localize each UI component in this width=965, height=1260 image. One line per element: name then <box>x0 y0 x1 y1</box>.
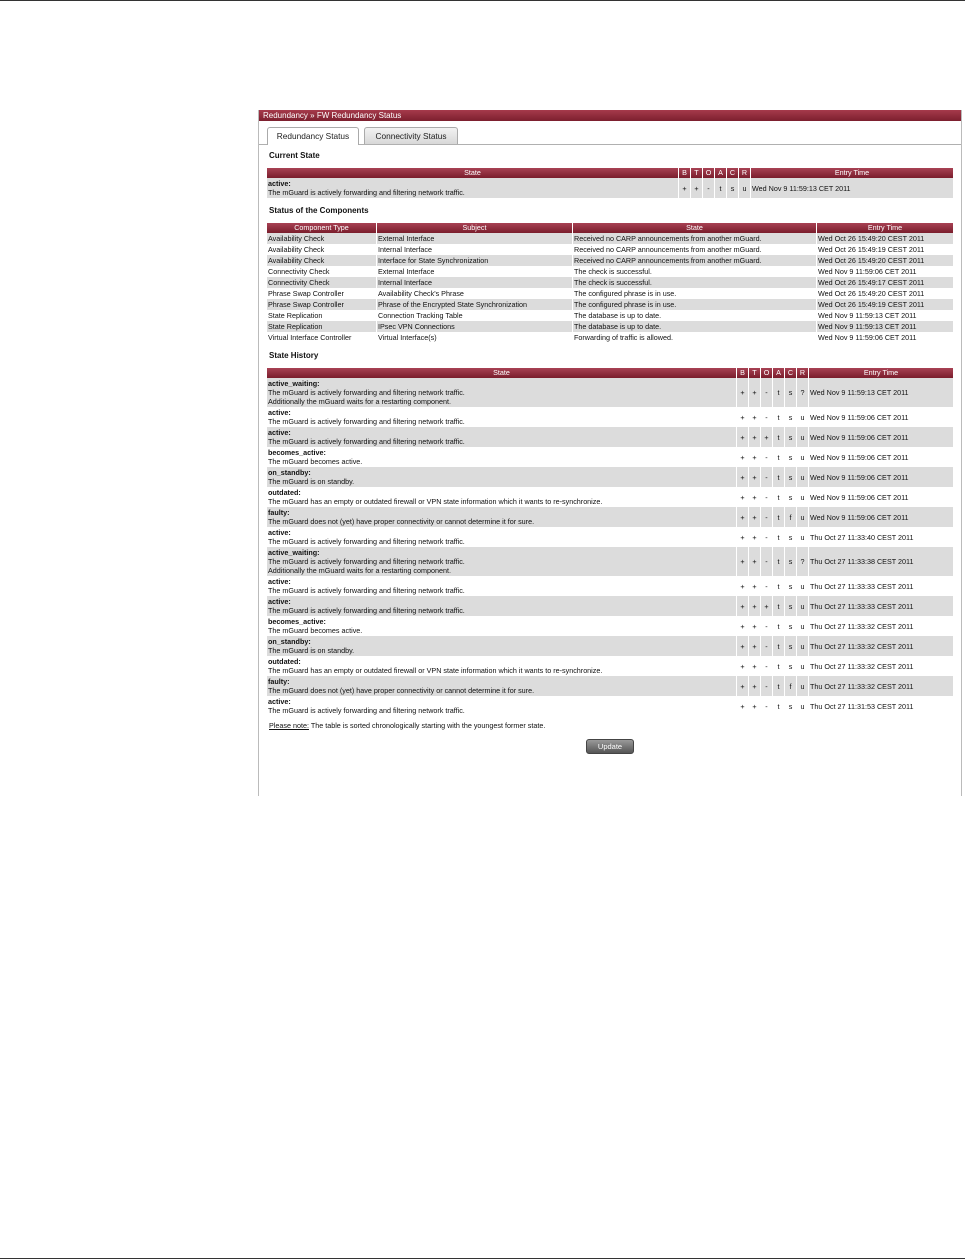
flag-r: u <box>739 178 750 198</box>
history-flag-b: + <box>737 378 748 407</box>
history-flag-t: + <box>749 507 760 527</box>
current-state-row <box>267 178 953 198</box>
page-top-rule <box>0 0 965 1</box>
history-state-cell <box>267 656 736 676</box>
component-subject: Internal Interface <box>377 244 572 255</box>
component-entry-time: Wed Nov 9 11:59:13 CET 2011 <box>817 310 953 321</box>
redundancy-status-panel <box>258 110 962 796</box>
history-flag-a: t <box>773 487 784 507</box>
header-state: State <box>573 223 816 233</box>
history-row <box>267 576 953 596</box>
component-subject: Phrase of the Encrypted State Synchronization <box>377 299 572 310</box>
header-t: T <box>749 368 760 378</box>
state-history-header <box>267 368 953 378</box>
history-flag-t: + <box>749 636 760 656</box>
component-entry-time: Wed Oct 26 15:49:17 CEST 2011 <box>817 277 953 288</box>
history-flag-t: + <box>749 616 760 636</box>
history-flag-t: + <box>749 576 760 596</box>
history-flag-c: s <box>785 547 796 576</box>
history-flag-r: ? <box>797 547 808 576</box>
history-state-description: Additionally the mGuard waits for a restarting component. <box>268 566 451 575</box>
component-state: The check is successful. <box>573 277 816 288</box>
history-entry-time: Wed Nov 9 11:59:06 CET 2011 <box>809 447 953 467</box>
history-flag-o: - <box>761 676 772 696</box>
header-r: R <box>739 168 750 178</box>
current-state-table <box>266 168 954 198</box>
history-state-cell <box>267 676 736 696</box>
history-flag-r: u <box>797 407 808 427</box>
history-entry-time: Wed Nov 9 11:59:06 CET 2011 <box>809 507 953 527</box>
history-flag-a: t <box>773 378 784 407</box>
history-flag-a: t <box>773 527 784 547</box>
current-state-header <box>267 168 953 178</box>
history-flag-o: - <box>761 527 772 547</box>
history-state-name: on_standby: <box>268 637 311 646</box>
tab-redundancy-status[interactable]: Redundancy Status <box>267 127 359 145</box>
history-state-description: The mGuard is actively forwarding and filtering network traffic. <box>268 606 465 615</box>
component-entry-time: Wed Oct 26 15:49:19 CEST 2011 <box>817 299 953 310</box>
history-state-cell <box>267 696 736 716</box>
history-row <box>267 616 953 636</box>
history-state-cell <box>267 378 736 407</box>
header-entry-time: Entry Time <box>817 223 953 233</box>
history-entry-time: Thu Oct 27 11:33:33 CEST 2011 <box>809 576 953 596</box>
header-b: B <box>737 368 748 378</box>
component-entry-time: Wed Oct 26 15:49:19 CEST 2011 <box>817 244 953 255</box>
history-flag-r: u <box>797 676 808 696</box>
component-type: Availability Check <box>267 255 376 266</box>
header-b: B <box>679 168 690 178</box>
history-flag-b: + <box>737 447 748 467</box>
history-entry-time: Wed Nov 9 11:59:13 CET 2011 <box>809 378 953 407</box>
history-state-cell <box>267 527 736 547</box>
history-row <box>267 636 953 656</box>
history-row <box>267 467 953 487</box>
history-state-name: faulty: <box>268 508 290 517</box>
history-flag-o: - <box>761 576 772 596</box>
history-flag-t: + <box>749 527 760 547</box>
history-flag-c: s <box>785 696 796 716</box>
header-subject: Subject <box>377 223 572 233</box>
history-entry-time: Wed Nov 9 11:59:06 CET 2011 <box>809 467 953 487</box>
history-state-name: becomes_active: <box>268 448 326 457</box>
history-flag-t: + <box>749 696 760 716</box>
component-state: Received no CARP announcements from another mGuard. <box>573 244 816 255</box>
flag-o: - <box>703 178 714 198</box>
history-flag-o: - <box>761 696 772 716</box>
header-a: A <box>715 168 726 178</box>
component-type: Connectivity Check <box>267 266 376 277</box>
history-flag-b: + <box>737 407 748 427</box>
history-flag-t: + <box>749 447 760 467</box>
component-type: State Replication <box>267 321 376 332</box>
history-state-description: The mGuard is actively forwarding and filtering network traffic. <box>268 437 465 446</box>
component-subject: External Interface <box>377 233 572 244</box>
history-flag-c: f <box>785 676 796 696</box>
history-flag-r: u <box>797 576 808 596</box>
history-row <box>267 696 953 716</box>
history-flag-b: + <box>737 616 748 636</box>
history-flag-r: u <box>797 507 808 527</box>
history-flag-a: t <box>773 696 784 716</box>
header-c: C <box>727 168 738 178</box>
history-state-cell <box>267 507 736 527</box>
history-flag-b: + <box>737 596 748 616</box>
current-state-cell <box>267 178 678 198</box>
history-state-cell <box>267 636 736 656</box>
history-flag-r: u <box>797 487 808 507</box>
history-row <box>267 547 953 576</box>
history-flag-b: + <box>737 547 748 576</box>
history-entry-time: Thu Oct 27 11:33:32 CEST 2011 <box>809 636 953 656</box>
component-state: The database is up to date. <box>573 321 816 332</box>
history-flag-t: + <box>749 487 760 507</box>
header-c: C <box>785 368 796 378</box>
history-flag-a: t <box>773 596 784 616</box>
history-state-description: The mGuard becomes active. <box>268 626 363 635</box>
history-flag-a: t <box>773 656 784 676</box>
history-flag-c: s <box>785 407 796 427</box>
component-subject: Interface for State Synchronization <box>377 255 572 266</box>
history-flag-b: + <box>737 427 748 447</box>
history-flag-a: t <box>773 467 784 487</box>
history-flag-r: u <box>797 616 808 636</box>
current-state-description: The mGuard is actively forwarding and filtering network traffic. <box>268 188 465 197</box>
history-state-description: The mGuard is actively forwarding and filtering network traffic. <box>268 537 465 546</box>
history-state-name: on_standby: <box>268 468 311 477</box>
history-entry-time: Thu Oct 27 11:33:32 CEST 2011 <box>809 656 953 676</box>
component-row <box>267 332 953 343</box>
current-state-name: active: <box>268 179 291 188</box>
component-state: The configured phrase is in use. <box>573 288 816 299</box>
history-state-description: The mGuard has an empty or outdated firewall or VPN state information which it wants to re-synchronize. <box>268 497 603 506</box>
header-t: T <box>691 168 702 178</box>
component-entry-time: Wed Oct 26 15:49:20 CEST 2011 <box>817 255 953 266</box>
component-type: Availability Check <box>267 244 376 255</box>
history-flag-r: u <box>797 447 808 467</box>
header-r: R <box>797 368 808 378</box>
flag-c: s <box>727 178 738 198</box>
history-state-cell <box>267 616 736 636</box>
component-type: Connectivity Check <box>267 277 376 288</box>
history-state-name: active: <box>268 408 291 417</box>
component-state: The check is successful. <box>573 266 816 277</box>
history-state-cell <box>267 576 736 596</box>
component-subject: External Interface <box>377 266 572 277</box>
history-flag-b: + <box>737 676 748 696</box>
history-entry-time: Thu Oct 27 11:33:33 CEST 2011 <box>809 596 953 616</box>
tab-connectivity-status[interactable]: Connectivity Status <box>364 127 458 144</box>
history-flag-a: t <box>773 507 784 527</box>
state-history-table <box>266 368 954 716</box>
history-state-description: The mGuard has an empty or outdated firewall or VPN state information which it wants to re-synchronize. <box>268 666 603 675</box>
history-state-cell <box>267 447 736 467</box>
history-state-name: becomes_active: <box>268 617 326 626</box>
components-header <box>267 223 953 233</box>
update-button[interactable]: Update <box>586 739 634 754</box>
history-state-name: active: <box>268 597 291 606</box>
component-type: Phrase Swap Controller <box>267 299 376 310</box>
history-flag-o: - <box>761 407 772 427</box>
state-history-body <box>267 378 953 716</box>
component-subject: Connection Tracking Table <box>377 310 572 321</box>
history-row <box>267 447 953 467</box>
history-flag-t: + <box>749 676 760 696</box>
header-component-type: Component Type <box>267 223 376 233</box>
history-flag-c: s <box>785 487 796 507</box>
components-body <box>267 233 953 343</box>
history-row <box>267 656 953 676</box>
history-state-description: The mGuard is actively forwarding and filtering network traffic. <box>268 417 465 426</box>
history-entry-time: Thu Oct 27 11:31:53 CEST 2011 <box>809 696 953 716</box>
history-flag-t: + <box>749 656 760 676</box>
history-flag-c: s <box>785 616 796 636</box>
history-state-name: active_waiting: <box>268 548 320 557</box>
current-state-title: Current State <box>269 151 320 160</box>
history-flag-c: s <box>785 467 796 487</box>
history-flag-a: t <box>773 407 784 427</box>
component-entry-time: Wed Oct 26 15:49:20 CEST 2011 <box>817 233 953 244</box>
component-entry-time: Wed Oct 26 15:49:20 CEST 2011 <box>817 288 953 299</box>
history-state-cell <box>267 547 736 576</box>
history-flag-t: + <box>749 427 760 447</box>
history-flag-a: t <box>773 616 784 636</box>
update-button-wrap <box>266 736 954 754</box>
history-entry-time: Thu Oct 27 11:33:32 CEST 2011 <box>809 616 953 636</box>
history-entry-time: Thu Oct 27 11:33:38 CEST 2011 <box>809 547 953 576</box>
history-state-name: active: <box>268 577 291 586</box>
history-state-cell <box>267 596 736 616</box>
history-state-cell <box>267 407 736 427</box>
component-entry-time: Wed Nov 9 11:59:13 CET 2011 <box>817 321 953 332</box>
history-state-cell <box>267 467 736 487</box>
history-flag-c: s <box>785 576 796 596</box>
history-state-name: active: <box>268 697 291 706</box>
history-state-description: The mGuard is actively forwarding and filtering network traffic. <box>268 388 465 397</box>
history-state-name: outdated: <box>268 488 301 497</box>
history-flag-o: - <box>761 547 772 576</box>
history-flag-r: u <box>797 527 808 547</box>
page-bottom-rule <box>0 1258 965 1259</box>
history-flag-b: + <box>737 656 748 676</box>
history-flag-a: t <box>773 547 784 576</box>
current-entry-time: Wed Nov 9 11:59:13 CET 2011 <box>751 178 953 198</box>
history-flag-o: - <box>761 467 772 487</box>
history-flag-c: s <box>785 427 796 447</box>
history-flag-b: + <box>737 576 748 596</box>
history-flag-t: + <box>749 407 760 427</box>
component-row <box>267 288 953 299</box>
component-row <box>267 299 953 310</box>
history-flag-r: ? <box>797 378 808 407</box>
history-flag-t: + <box>749 378 760 407</box>
history-flag-a: t <box>773 576 784 596</box>
history-entry-time: Wed Nov 9 11:59:06 CET 2011 <box>809 487 953 507</box>
history-state-description: The mGuard becomes active. <box>268 457 363 466</box>
component-type: Phrase Swap Controller <box>267 288 376 299</box>
header-o: O <box>761 368 772 378</box>
history-flag-o: + <box>761 596 772 616</box>
history-flag-b: + <box>737 527 748 547</box>
history-flag-o: + <box>761 427 772 447</box>
history-flag-o: - <box>761 507 772 527</box>
note-label: Please note: <box>269 721 309 730</box>
component-row <box>267 266 953 277</box>
history-flag-r: u <box>797 427 808 447</box>
history-flag-o: - <box>761 616 772 636</box>
component-row <box>267 310 953 321</box>
history-row <box>267 407 953 427</box>
history-state-name: faulty: <box>268 677 290 686</box>
component-subject: IPsec VPN Connections <box>377 321 572 332</box>
history-flag-o: - <box>761 378 772 407</box>
component-row <box>267 244 953 255</box>
history-row <box>267 527 953 547</box>
breadcrumb: Redundancy » FW Redundancy Status <box>259 110 961 121</box>
header-entry-time: Entry Time <box>751 168 953 178</box>
note-text: The table is sorted chronologically starting with the youngest former state. <box>308 721 546 730</box>
history-state-name: active: <box>268 428 291 437</box>
history-state-description: Additionally the mGuard waits for a restarting component. <box>268 397 451 406</box>
header-state: State <box>267 168 678 178</box>
history-flag-a: t <box>773 427 784 447</box>
component-entry-time: Wed Nov 9 11:59:06 CET 2011 <box>817 332 953 343</box>
component-entry-time: Wed Nov 9 11:59:06 CET 2011 <box>817 266 953 277</box>
history-entry-time: Thu Oct 27 11:33:40 CEST 2011 <box>809 527 953 547</box>
component-type: State Replication <box>267 310 376 321</box>
component-state: The configured phrase is in use. <box>573 299 816 310</box>
component-state: Received no CARP announcements from another mGuard. <box>573 255 816 266</box>
history-flag-c: s <box>785 378 796 407</box>
history-row <box>267 676 953 696</box>
history-flag-o: - <box>761 656 772 676</box>
header-a: A <box>773 368 784 378</box>
history-row <box>267 596 953 616</box>
history-state-description: The mGuard is on standby. <box>268 477 355 486</box>
history-flag-r: u <box>797 636 808 656</box>
history-flag-b: + <box>737 487 748 507</box>
history-flag-a: t <box>773 447 784 467</box>
component-row <box>267 321 953 332</box>
history-flag-o: - <box>761 447 772 467</box>
history-entry-time: Wed Nov 9 11:59:06 CET 2011 <box>809 407 953 427</box>
history-state-cell <box>267 487 736 507</box>
history-state-name: outdated: <box>268 657 301 666</box>
flag-b: + <box>679 178 690 198</box>
component-subject: Internal Interface <box>377 277 572 288</box>
component-state: Forwarding of traffic is allowed. <box>573 332 816 343</box>
component-subject: Availability Check's Phrase <box>377 288 572 299</box>
components-title: Status of the Components <box>269 206 369 215</box>
history-flag-r: u <box>797 696 808 716</box>
history-flag-c: s <box>785 447 796 467</box>
components-table <box>266 223 954 343</box>
history-flag-c: f <box>785 507 796 527</box>
history-flag-t: + <box>749 547 760 576</box>
history-state-cell <box>267 427 736 447</box>
component-row <box>267 277 953 288</box>
flag-a: t <box>715 178 726 198</box>
history-flag-b: + <box>737 507 748 527</box>
table-note <box>269 720 954 731</box>
history-state-name: active_waiting: <box>268 379 320 388</box>
history-flag-b: + <box>737 467 748 487</box>
history-flag-c: s <box>785 636 796 656</box>
history-state-description: The mGuard is on standby. <box>268 646 355 655</box>
history-flag-r: u <box>797 596 808 616</box>
history-entry-time: Wed Nov 9 11:59:06 CET 2011 <box>809 427 953 447</box>
header-entry-time: Entry Time <box>809 368 953 378</box>
history-flag-c: s <box>785 527 796 547</box>
history-flag-r: u <box>797 467 808 487</box>
history-flag-o: - <box>761 487 772 507</box>
history-row <box>267 427 953 447</box>
history-state-name: active: <box>268 528 291 537</box>
component-type: Virtual Interface Controller <box>267 332 376 343</box>
history-flag-c: s <box>785 656 796 676</box>
history-row <box>267 507 953 527</box>
history-flag-t: + <box>749 467 760 487</box>
header-o: O <box>703 168 714 178</box>
history-state-description: The mGuard is actively forwarding and filtering network traffic. <box>268 586 465 595</box>
history-row <box>267 378 953 407</box>
history-flag-a: t <box>773 636 784 656</box>
header-state: State <box>267 368 736 378</box>
component-row <box>267 255 953 266</box>
history-row <box>267 487 953 507</box>
component-subject: Virtual Interface(s) <box>377 332 572 343</box>
tab-bar <box>259 121 961 145</box>
component-type: Availability Check <box>267 233 376 244</box>
history-flag-r: u <box>797 656 808 676</box>
history-flag-b: + <box>737 636 748 656</box>
component-row <box>267 233 953 244</box>
history-flag-c: s <box>785 596 796 616</box>
history-state-description: The mGuard does not (yet) have proper connectivity or cannot determine it for sure. <box>268 686 535 695</box>
history-flag-o: - <box>761 636 772 656</box>
component-state: The database is up to date. <box>573 310 816 321</box>
history-flag-a: t <box>773 676 784 696</box>
component-state: Received no CARP announcements from another mGuard. <box>573 233 816 244</box>
state-history-title: State History <box>269 351 319 360</box>
history-flag-b: + <box>737 696 748 716</box>
history-state-description: The mGuard does not (yet) have proper connectivity or cannot determine it for sure. <box>268 517 535 526</box>
flag-t: + <box>691 178 702 198</box>
history-state-description: The mGuard is actively forwarding and filtering network traffic. <box>268 706 465 715</box>
history-state-description: The mGuard is actively forwarding and filtering network traffic. <box>268 557 465 566</box>
history-entry-time: Thu Oct 27 11:33:32 CEST 2011 <box>809 676 953 696</box>
history-flag-t: + <box>749 596 760 616</box>
